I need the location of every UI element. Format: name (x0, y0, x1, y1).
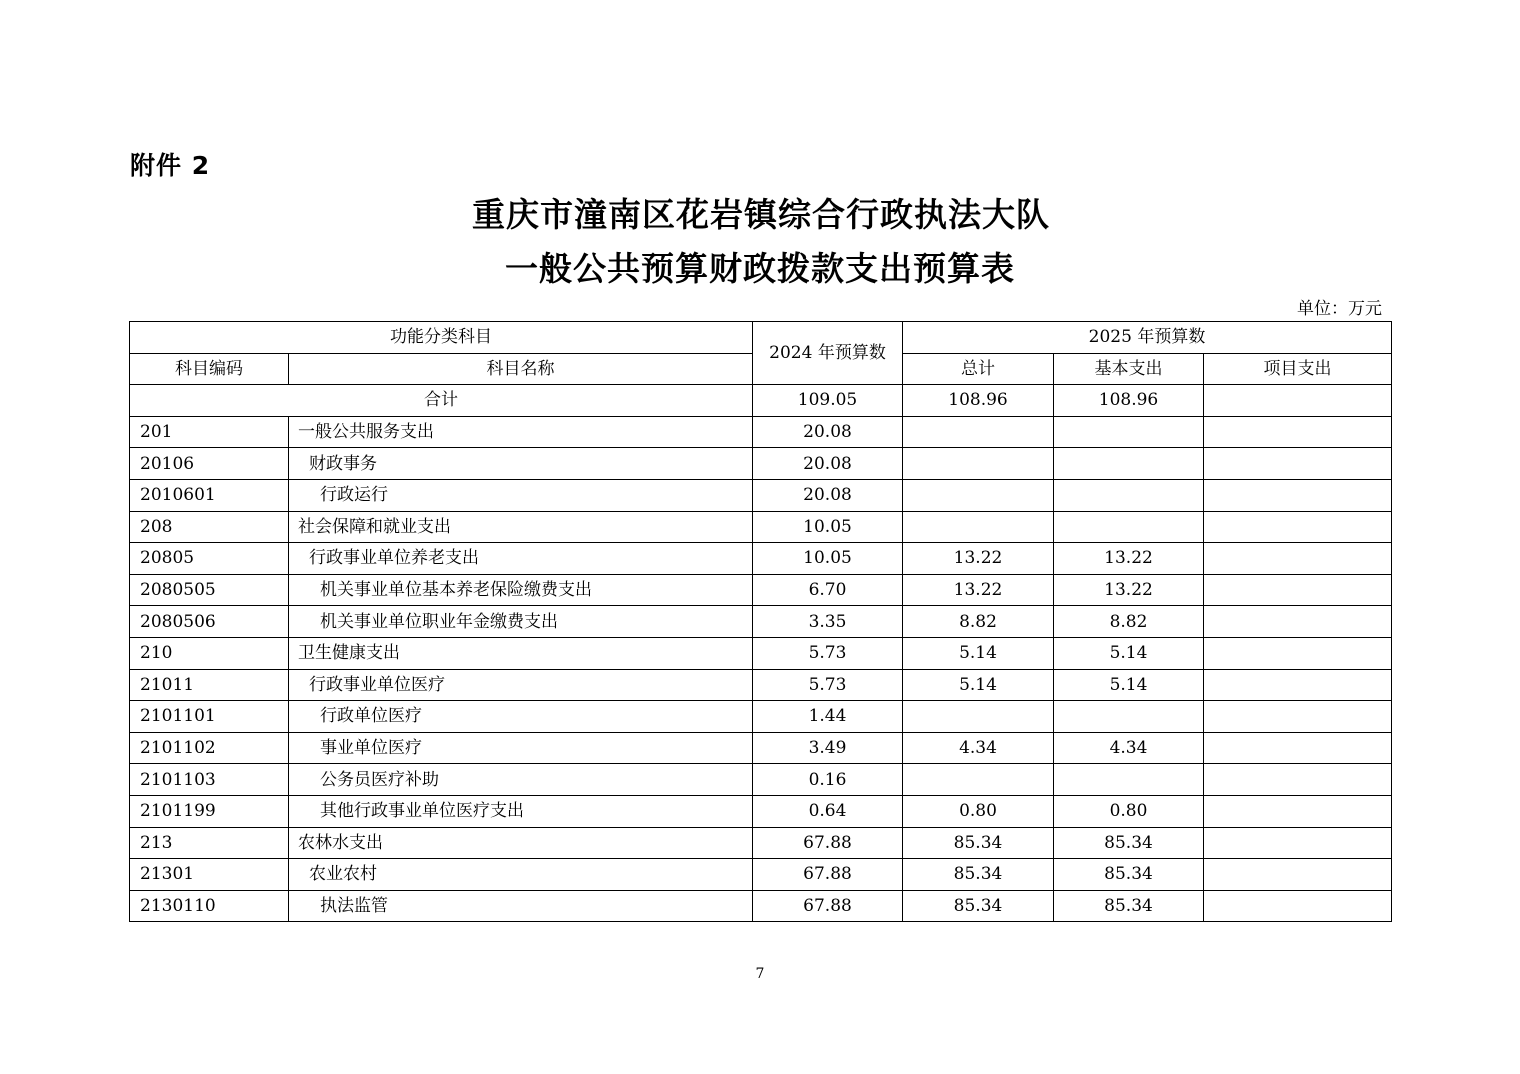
header-budget-2025: 2025 年预算数 (903, 322, 1392, 354)
total-total: 108.96 (903, 385, 1054, 417)
table-row (130, 669, 1392, 701)
table-row (130, 795, 1392, 827)
row-basic: 85.34 (1054, 827, 1204, 859)
table-row (130, 479, 1392, 511)
table-row (130, 448, 1392, 480)
table-row (130, 827, 1392, 859)
row-basic: 85.34 (1054, 890, 1204, 922)
header-row-1 (130, 322, 1392, 354)
row-budget-2024: 10.05 (753, 511, 903, 543)
table-row (130, 732, 1392, 764)
row-total: 13.22 (903, 574, 1054, 606)
header-budget-2024: 2024 年预算数 (753, 322, 903, 385)
table-row (130, 574, 1392, 606)
row-project (1204, 448, 1392, 480)
row-project (1204, 795, 1392, 827)
row-budget-2024: 3.35 (753, 606, 903, 638)
table-row (130, 543, 1392, 575)
row-name: 行政事业单位医疗 (289, 669, 753, 701)
header-function-category: 功能分类科目 (130, 322, 753, 354)
total-basic: 108.96 (1054, 385, 1204, 417)
row-project (1204, 637, 1392, 669)
row-total (903, 701, 1054, 733)
header-code: 科目编码 (130, 353, 289, 385)
row-code: 2101103 (130, 764, 289, 796)
row-code: 201 (130, 416, 289, 448)
row-code: 208 (130, 511, 289, 543)
row-budget-2024: 10.05 (753, 543, 903, 575)
row-total: 5.14 (903, 669, 1054, 701)
row-code: 21301 (130, 859, 289, 891)
row-budget-2024: 20.08 (753, 416, 903, 448)
row-code: 20106 (130, 448, 289, 480)
row-total: 85.34 (903, 827, 1054, 859)
header-name: 科目名称 (289, 353, 753, 385)
table-row (130, 859, 1392, 891)
row-name: 卫生健康支出 (289, 637, 753, 669)
row-project (1204, 859, 1392, 891)
row-basic: 8.82 (1054, 606, 1204, 638)
row-project (1204, 732, 1392, 764)
row-basic: 5.14 (1054, 637, 1204, 669)
row-budget-2024: 1.44 (753, 701, 903, 733)
row-budget-2024: 67.88 (753, 859, 903, 891)
table-row (130, 416, 1392, 448)
row-basic (1054, 479, 1204, 511)
row-project (1204, 890, 1392, 922)
table-row (130, 764, 1392, 796)
page-number: 7 (755, 966, 765, 982)
row-code: 2080505 (130, 574, 289, 606)
row-name: 行政单位医疗 (289, 701, 753, 733)
row-name: 执法监管 (289, 890, 753, 922)
header-basic: 基本支出 (1054, 353, 1204, 385)
header-total: 总计 (903, 353, 1054, 385)
attachment-label: 附件 2 (130, 151, 211, 180)
row-total: 5.14 (903, 637, 1054, 669)
row-budget-2024: 67.88 (753, 890, 903, 922)
row-code: 2010601 (130, 479, 289, 511)
row-code: 2130110 (130, 890, 289, 922)
row-name: 农林水支出 (289, 827, 753, 859)
row-name: 行政运行 (289, 479, 753, 511)
row-budget-2024: 5.73 (753, 669, 903, 701)
row-name: 行政事业单位养老支出 (289, 543, 753, 575)
row-project (1204, 669, 1392, 701)
total-label: 合计 (130, 385, 753, 417)
row-budget-2024: 0.16 (753, 764, 903, 796)
row-name: 社会保障和就业支出 (289, 511, 753, 543)
row-budget-2024: 5.73 (753, 637, 903, 669)
total-row (130, 385, 1392, 417)
row-basic (1054, 701, 1204, 733)
table-row (130, 606, 1392, 638)
row-project (1204, 479, 1392, 511)
row-name: 农业农村 (289, 859, 753, 891)
row-basic (1054, 448, 1204, 480)
row-project (1204, 543, 1392, 575)
row-budget-2024: 67.88 (753, 827, 903, 859)
unit-label: 单位：万元 (1297, 299, 1382, 319)
row-basic: 13.22 (1054, 574, 1204, 606)
table-row (130, 701, 1392, 733)
row-project (1204, 701, 1392, 733)
row-basic: 5.14 (1054, 669, 1204, 701)
page-title-line-1: 重庆市潼南区花岩镇综合行政执法大队 (472, 195, 1050, 234)
table-row (130, 637, 1392, 669)
row-code: 210 (130, 637, 289, 669)
total-project (1204, 385, 1392, 417)
row-basic: 85.34 (1054, 859, 1204, 891)
row-total: 4.34 (903, 732, 1054, 764)
row-name: 事业单位医疗 (289, 732, 753, 764)
row-total (903, 416, 1054, 448)
row-total: 8.82 (903, 606, 1054, 638)
row-code: 20805 (130, 543, 289, 575)
row-project (1204, 827, 1392, 859)
row-code: 2080506 (130, 606, 289, 638)
row-name: 一般公共服务支出 (289, 416, 753, 448)
header-project: 项目支出 (1204, 353, 1392, 385)
row-total (903, 479, 1054, 511)
row-total: 0.80 (903, 795, 1054, 827)
row-basic (1054, 764, 1204, 796)
budget-table (129, 321, 1392, 922)
row-name: 机关事业单位职业年金缴费支出 (289, 606, 753, 638)
row-code: 2101102 (130, 732, 289, 764)
row-basic: 13.22 (1054, 543, 1204, 575)
row-total: 85.34 (903, 890, 1054, 922)
row-name: 机关事业单位基本养老保险缴费支出 (289, 574, 753, 606)
row-name: 其他行政事业单位医疗支出 (289, 795, 753, 827)
row-code: 2101199 (130, 795, 289, 827)
row-project (1204, 574, 1392, 606)
row-budget-2024: 0.64 (753, 795, 903, 827)
row-budget-2024: 20.08 (753, 448, 903, 480)
row-basic (1054, 511, 1204, 543)
row-total: 85.34 (903, 859, 1054, 891)
row-basic (1054, 416, 1204, 448)
row-code: 213 (130, 827, 289, 859)
row-budget-2024: 3.49 (753, 732, 903, 764)
row-code: 2101101 (130, 701, 289, 733)
row-basic: 0.80 (1054, 795, 1204, 827)
row-project (1204, 416, 1392, 448)
table-row (130, 511, 1392, 543)
page-title-line-2: 一般公共预算财政拨款支出预算表 (505, 249, 1015, 288)
row-budget-2024: 20.08 (753, 479, 903, 511)
row-basic: 4.34 (1054, 732, 1204, 764)
row-name: 财政事务 (289, 448, 753, 480)
row-project (1204, 511, 1392, 543)
row-budget-2024: 6.70 (753, 574, 903, 606)
row-total (903, 448, 1054, 480)
total-budget-2024: 109.05 (753, 385, 903, 417)
row-total (903, 764, 1054, 796)
row-total (903, 511, 1054, 543)
row-code: 21011 (130, 669, 289, 701)
row-name: 公务员医疗补助 (289, 764, 753, 796)
row-project (1204, 606, 1392, 638)
table-row (130, 890, 1392, 922)
row-project (1204, 764, 1392, 796)
row-total: 13.22 (903, 543, 1054, 575)
